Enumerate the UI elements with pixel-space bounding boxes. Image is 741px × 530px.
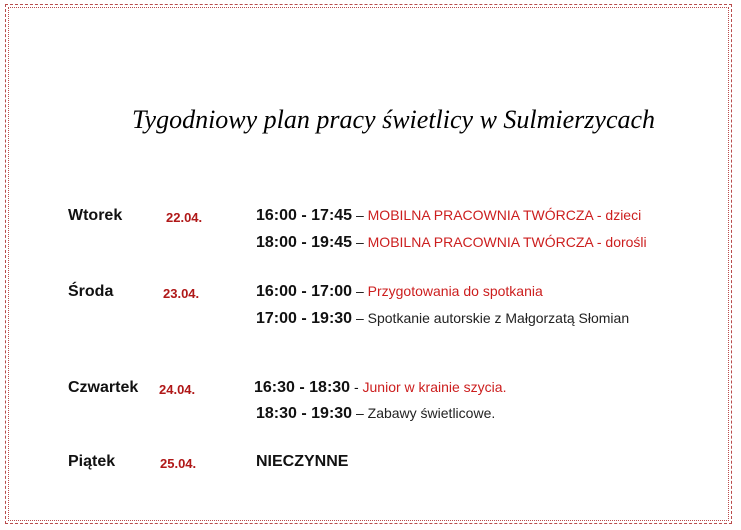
schedule-row-thursday-1: [0, 379, 741, 401]
slot-description: MOBILNA PRACOWNIA TWÓRCZA - dorośli: [367, 234, 647, 250]
slot-time: 16:00 - 17:45: [256, 207, 353, 224]
slot-description: Przygotowania do spotkania: [367, 283, 543, 299]
slot-description: Spotkanie autorskie z Małgorzatą Słomian: [367, 310, 630, 326]
slot-time: 18:30 - 19:30: [256, 405, 353, 422]
date-thursday: 24.04.: [159, 382, 196, 397]
slot-separator: –: [352, 405, 368, 421]
slot-separator: -: [350, 379, 363, 395]
schedule-row-tuesday-1: [0, 207, 741, 229]
slot-separator: –: [352, 234, 368, 250]
slot-description: MOBILNA PRACOWNIA TWÓRCZA - dzieci: [367, 207, 642, 223]
schedule-row-wednesday-1: [0, 283, 741, 305]
slot-time: 16:30 - 18:30: [254, 379, 351, 396]
date-friday: 25.04.: [160, 456, 197, 471]
date-tuesday: [166, 210, 202, 225]
schedule-row-thursday-2: [0, 405, 741, 427]
day-label-wednesday: Środa: [68, 283, 114, 300]
slot-time: 18:00 - 19:45: [256, 234, 353, 251]
day-label-friday: Piątek: [68, 453, 116, 470]
day-label-thursday: Czwartek: [68, 379, 139, 396]
slot-separator: –: [352, 207, 368, 223]
slot-separator: –: [352, 310, 368, 326]
slot-description: Junior w krainie szycia.: [362, 379, 507, 395]
time-slot: [256, 405, 495, 423]
slot-separator: –: [352, 283, 368, 299]
date-value: 22.04: [166, 210, 199, 225]
slot-description: Zabawy świetlicowe.: [367, 405, 496, 421]
schedule-row-wednesday-2: [0, 310, 741, 332]
day-label-tuesday: Wtorek: [68, 207, 123, 224]
time-slot: [256, 234, 647, 252]
schedule-row-friday: [0, 453, 741, 475]
page-border-inner: [8, 7, 729, 521]
status-closed: NIECZYNNE: [256, 453, 349, 470]
time-slot: [254, 379, 506, 397]
time-slot: [256, 207, 641, 225]
date-wednesday: 23.04.: [163, 286, 200, 301]
page-title: Tygodniowy plan pracy świetlicy w Sulmierzycach: [132, 105, 656, 134]
date-suffix: .: [198, 210, 203, 225]
time-slot: [256, 310, 629, 328]
slot-time: 16:00 - 17:00: [256, 283, 353, 300]
time-slot: [256, 283, 543, 301]
slot-time: 17:00 - 19:30: [256, 310, 353, 327]
schedule-row-tuesday-2: [0, 234, 741, 256]
